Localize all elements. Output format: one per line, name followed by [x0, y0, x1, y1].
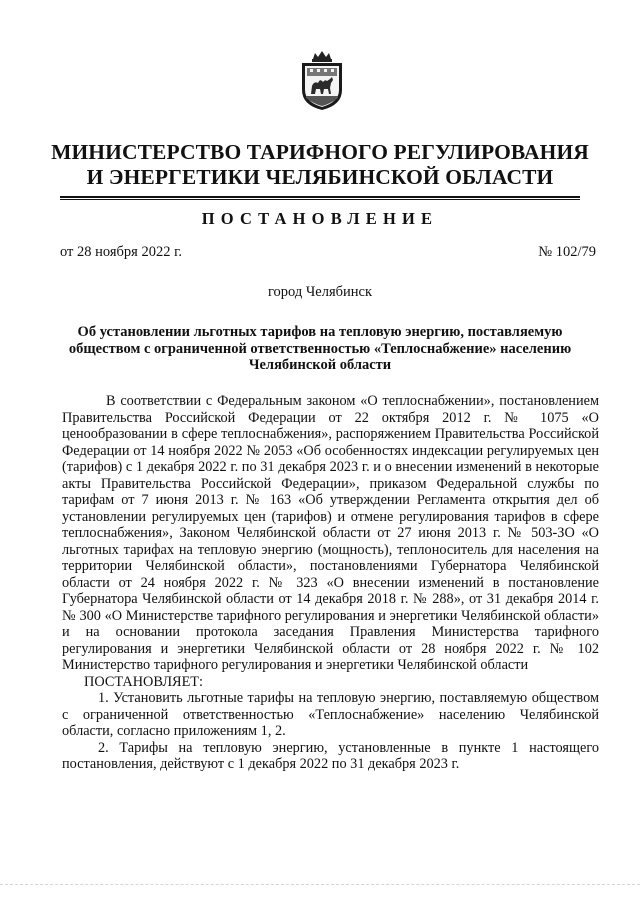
- ministry-name-line2: И ЭНЕРГЕТИКИ ЧЕЛЯБИНСКОЙ ОБЛАСТИ: [86, 165, 554, 189]
- document-city: город Челябинск: [267, 284, 373, 300]
- document-body: [62, 393, 599, 773]
- scan-edge-artifact: [0, 884, 640, 889]
- document-type-title: ПОСТАНОВЛЕНИЕ: [201, 209, 439, 228]
- resolves-heading: ПОСТАНОВЛЯЕТ:: [84, 673, 204, 690]
- resolution-item-2: 2. Тарифы на тепловую энергию, установленные в пункте 1 настоящего постановления, действуют с 1 декабря 2022 по 31 декабря 2023 г.: [62, 739, 599, 772]
- ministry-name-line1: МИНИСТЕРСТВО ТАРИФНОГО РЕГУЛИРОВАНИЯ: [51, 140, 589, 164]
- chelyabinsk-coat-of-arms-icon: [297, 50, 347, 112]
- preamble-paragraph: В соответствии с Федеральным законом «О теплоснабжении», постановлением Правительства Российской Федерации от 22 октября 2012 г. № 1075 «О ценообразовании в сфере теплоснабжения», распоряжением Правительства Российской Федерации от 14 ноября 2022 № 2053 «Об особенностях индексации регулируемых цен (тарифов) с 1 декабря 2022 г. по 31 декабря 2023 г. и о внесении изменений в некоторые акты Правительства Российской Федерации», приказом Федеральной службы по тарифам от 7 июня 2013 г. № 163 «Об утверждении Регламента открытия дел об установлении регулируемых цен (тарифов) и отмене регулирования тарифов в сфере теплоснабжения», Законом Челябинской области от 27 июня 2013 г. № 503-ЗО «О льготных тарифах на тепловую энергию (мощность), теплоноситель для населения на территории Челябинской области», постановлениями Губернатора Челябинской области от 24 ноября 2022 г. № 323 «О внесении изменений в постановление Губернатора Челябинской области от 14 декабря 2018 г. № 288», от 31 декабря 2014 г. № 300 «О Министерстве тарифного регулирования и энергетики Челябинской области» и на основании протокола заседания Правления Министерства тарифного регулирования и энергетики Челябинской области от 28 ноября 2022 г. № 102 Министерство тарифного регулирования и энергетики Челябинской области: [62, 393, 599, 673]
- resolution-item-1: 1. Установить льготные тарифы на тепловую энергию, поставляемую обществом с ограниченной ответственностью «Теплоснабжение» населению Челябинской области, согласно приложениям 1, 2.: [62, 690, 599, 739]
- header-divider-thin: [60, 199, 580, 200]
- ministry-name: [40, 140, 600, 190]
- header-divider: [60, 196, 580, 198]
- document-number: № 102/79: [538, 244, 596, 260]
- document-subject: Об установлении льготных тарифов на тепловую энергию, поставляемую обществом с ограниченной ответственностью «Теплоснабжение» населению Челябинской области: [68, 324, 572, 373]
- document-date: от 28 ноября 2022 г.: [60, 244, 183, 260]
